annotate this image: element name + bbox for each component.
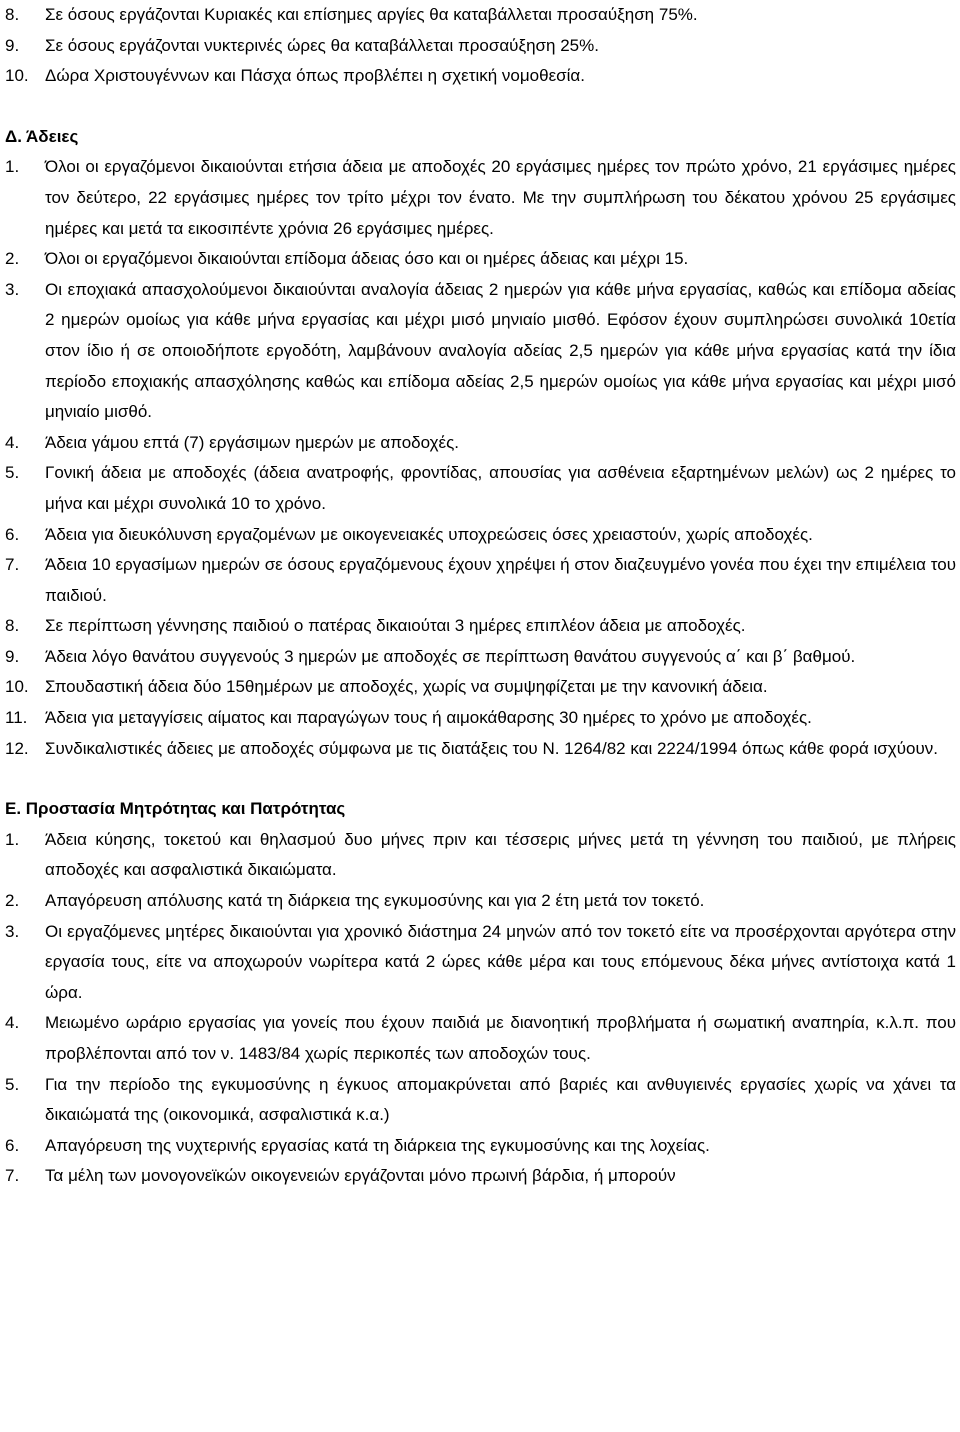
item-text: Για την περίοδο της εγκυμοσύνης η έγκυος απομακρύνεται από βαριές και ανθυγιεινές εργασίες χωρίς να χάνει τα δικαιώματά της (οικονομικά, ασφαλιστικά κ.α.) <box>45 1074 956 1125</box>
list-item <box>5 550 960 611</box>
list-item <box>5 611 960 642</box>
list-item <box>5 520 960 551</box>
item-text: Μειωμένο ωράριο εργασίας για γονείς που έχουν παιδιά με διανοητική προβλήματα ή σωματική αναπηρία, κ.λ.π. που προβλέπονται από τον ν. 1483/84 χωρίς περικοπές των αποδοχών τους. <box>45 1013 956 1063</box>
list-item <box>5 1008 960 1069</box>
section-d-title: Δ. Άδειες <box>5 126 79 146</box>
section-e-title: Ε. Προστασία Μητρότητας και Πατρότητας <box>5 799 346 819</box>
list-item <box>5 275 960 428</box>
item-text: Απαγόρευση της νυχτερινής εργασίας κατά τη διάρκεια της εγκυμοσύνης και της λοχείας. <box>45 1135 710 1155</box>
list-item <box>5 152 960 244</box>
item-number: 2. <box>5 249 20 269</box>
list-item <box>5 825 960 886</box>
item-number: 6. <box>5 1135 20 1155</box>
item-text: Όλοι οι εργαζόμενοι δικαιούνται επίδομα άδειας όσο και οι ημέρες άδειας και μέχρι 15. <box>45 249 689 269</box>
item-number: 9. <box>5 35 20 55</box>
item-text: Σε περίπτωση γέννησης παιδιού ο πατέρας δικαιούται 3 ημέρες επιπλέον άδεια με αποδοχές. <box>45 616 746 636</box>
item-text: Σε όσους εργάζονται Κυριακές και επίσημες αργίες θα καταβάλλεται προσαύξηση 75%. <box>45 5 698 24</box>
item-text: Όλοι οι εργαζόμενοι δικαιούνται ετήσια άδεια με αποδοχές 20 εργάσιμες ημέρες τον πρώτο χρόνο, 21 εργάσιμες ημέρες τον δεύτερο, 22 εργάσιμες ημέρες τον τρίτο μέχρι τον ένατο. Με την συμπλήρωση του δέκατου χρόνου 25 εργάσιμες ημέρες και μετά τα εικοσιπέντε χρόνια 26 εργάσιμες ημέρες. <box>45 157 956 238</box>
list-item <box>5 672 960 703</box>
list-item <box>5 428 960 459</box>
list-item <box>5 31 960 62</box>
item-text: Άδεια γάμου επτά (7) εργάσιμων ημερών με αποδοχές. <box>45 432 460 452</box>
section-e-list <box>0 825 960 1192</box>
item-text: Οι εποχιακά απασχολούμενοι δικαιούνται αναλογία άδειας 2 ημερών για κάθε μήνα εργασίας, καθώς και επίδομα αδείας 2 ημερών ομοίως για κάθε μήνα εργασίας και μέχρι μισό μηνιαίο μισθό. Εφόσον έχουν συμπληρώσει συνολικά 10ετία στον ίδιο ή σε οποιοδήποτε εργοδότη, λαμβάνουν αναλογία αδείας 2,5 ημερών για κάθε μήνα εργασίας κατά την ίδια περίοδο εποχιακής απασχόλησης καθώς και επίδομα αδείας 2,5 ημερών ομοίως για κάθε μήνα εργασίας και μέχρι μισό μηνιαίο μισθό. <box>45 279 956 422</box>
item-text: Άδεια για διευκόλυνση εργαζομένων με οικογενειακές υποχρεώσεις όσες χρειαστούν, χωρίς αποδοχές. <box>45 524 813 544</box>
item-number: 10. <box>5 677 29 697</box>
item-number: 7. <box>5 555 20 575</box>
item-text: Δώρα Χριστουγέννων και Πάσχα όπως προβλέπει η σχετική νομοθεσία. <box>45 66 585 86</box>
list-item <box>5 458 960 519</box>
item-number: 8. <box>5 616 20 636</box>
item-number: 5. <box>5 1074 20 1094</box>
item-number: 1. <box>5 157 20 177</box>
list-item <box>5 703 960 734</box>
item-number: 11. <box>5 708 28 728</box>
list-item <box>5 61 960 92</box>
list-item <box>5 886 960 917</box>
list-item <box>5 244 960 275</box>
item-number: 4. <box>5 432 20 452</box>
list-item <box>5 0 960 31</box>
top-items-list <box>0 0 960 92</box>
item-text: Άδεια για μεταγγίσεις αίματος και παραγώγων τους ή αιμοκάθαρσης 30 ημέρες το χρόνο με αποδοχές. <box>45 708 812 728</box>
item-number: 5. <box>5 463 20 483</box>
item-number: 6. <box>5 524 20 544</box>
item-text: Άδεια 10 εργασίμων ημερών σε όσους εργαζόμενους έχουν χηρέψει ή στον διαζευγμένο γονέα που έχει την επιμέλεια του παιδιού. <box>45 555 956 605</box>
item-number: 10. <box>5 66 29 86</box>
item-number: 1. <box>5 829 20 849</box>
list-item <box>5 642 960 673</box>
item-text: Άδεια κύησης, τοκετού και θηλασμού δυο μήνες πριν και τέσσερις μήνες μετά τη γέννηση του παιδιού, με πλήρεις αποδοχές και ασφαλιστικά δικαιώματα. <box>45 829 956 880</box>
item-text: Οι εργαζόμενες μητέρες δικαιούνται για χρονικό διάστημα 24 μηνών από τον τοκετό είτε να προσέρχονται αργότερα στην εργασία τους, είτε να αποχωρούν νωρίτερα κατά 2 ώρες κάθε μέρα και τους επόμενους δέκα μήνες αντίστοιχα κατά 1 ώρα. <box>45 921 956 1002</box>
item-number: 4. <box>5 1013 20 1033</box>
spacer <box>0 764 960 794</box>
section-d-list <box>0 152 960 764</box>
item-text: Τα μέλη των μονογονεϊκών οικογενειών εργάζονται μόνο πρωινή βάρδια, ή μπορούν <box>45 1166 676 1186</box>
spacer <box>0 92 960 122</box>
item-number: 8. <box>5 5 20 24</box>
list-item <box>5 917 960 1009</box>
item-number: 3. <box>5 279 20 299</box>
list-item <box>5 734 960 765</box>
item-text: Γονική άδεια με αποδοχές (άδεια ανατροφής, φροντίδας, απουσίας για ασθένεια εξαρτημένων μελών) ως 2 ημέρες το μήνα και μέχρι συνολικά 10 το χρόνο. <box>45 463 956 513</box>
list-item <box>5 1070 960 1131</box>
item-number: 7. <box>5 1166 20 1186</box>
item-number: 12. <box>5 738 29 758</box>
list-item <box>5 1131 960 1162</box>
item-number: 3. <box>5 921 20 941</box>
list-item <box>5 1161 960 1192</box>
item-text: Απαγόρευση απόλυσης κατά τη διάρκεια της εγκυμοσύνης και για 2 έτη μετά τον τοκετό. <box>45 891 705 911</box>
item-text: Σπουδαστική άδεια δύο 15θημέρων με αποδοχές, χωρίς να συμψηφίζεται με την κανονική άδεια. <box>45 677 768 697</box>
item-text: Συνδικαλιστικές άδειες με αποδοχές σύμφωνα με τις διατάξεις του Ν. 1264/82 και 2224/1994 όπως κάθε φορά ισχύουν. <box>45 738 938 758</box>
item-number: 9. <box>5 646 20 666</box>
item-text: Άδεια λόγο θανάτου συγγενούς 3 ημερών με αποδοχές σε περίπτωση θανάτου συγγενούς α΄ και β΄ βαθμού. <box>45 646 856 666</box>
item-text: Σε όσους εργάζονται νυκτερινές ώρες θα καταβάλλεται προσαύξηση 25%. <box>45 35 599 55</box>
item-number: 2. <box>5 891 20 911</box>
